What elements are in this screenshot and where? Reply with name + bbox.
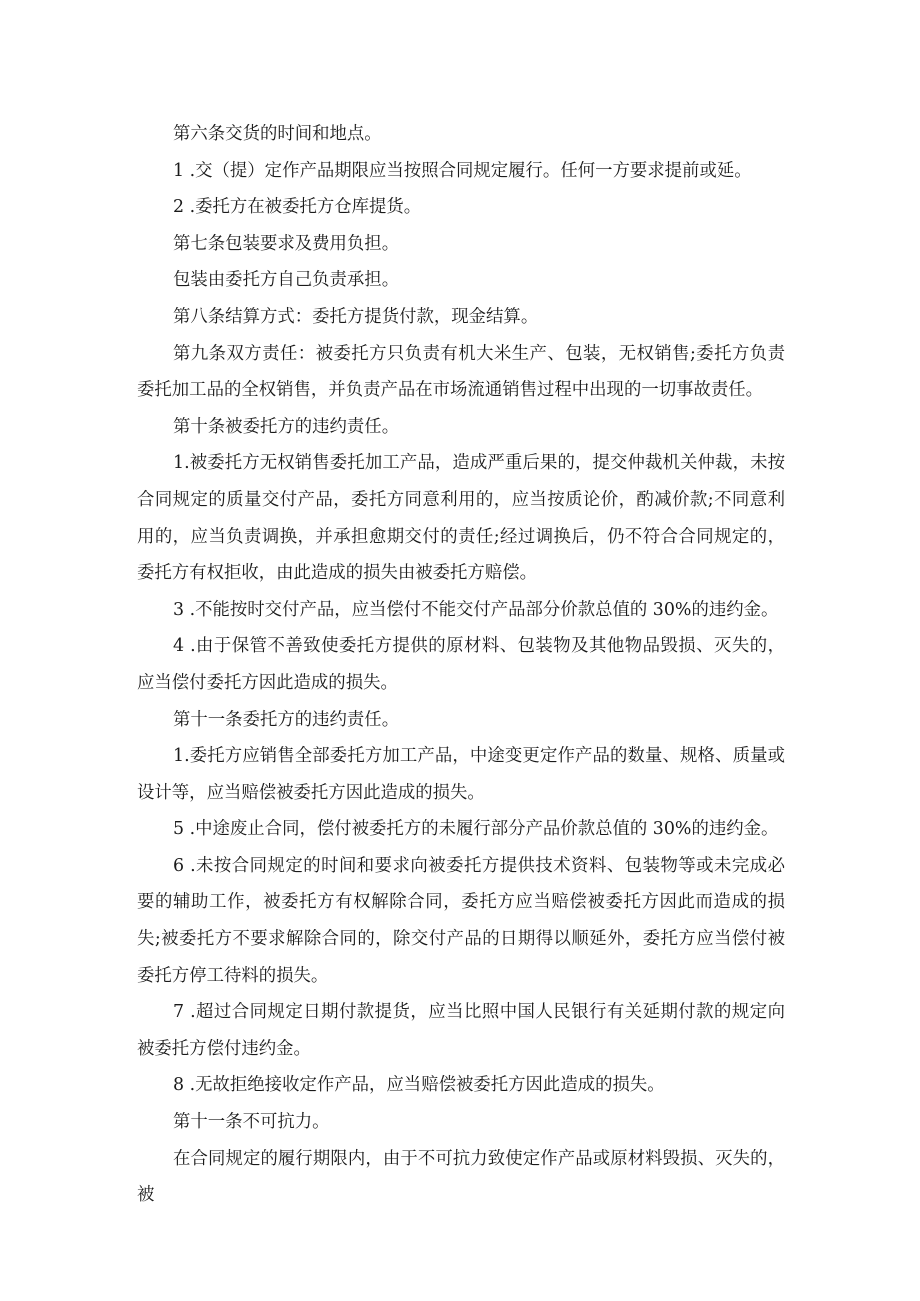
document-body — [137, 116, 785, 1214]
article-11-clause-6: 6 .未按合同规定的时间和要求向被委托方提供技术资料、包装物等或未完成必要的辅助工作，被委托方有权解除合同，委托方应当赔偿被委托方因此而造成的损失;被委托方不要求解除合同的，除交付产品的日期得以顺延外，委托方应当偿付被委托方停工待料的损失。 — [137, 855, 785, 986]
force-majeure-body: 在合同规定的履行期限内，由于不可抗力致使定作产品或原材料毁损、灭失的，被 — [137, 1148, 785, 1206]
article-11-clause-1: 1.委托方应销售全部委托方加工产品，中途变更定作产品的数量、规格、质量或设计等，应当赔偿被委托方因此造成的损失。 — [137, 746, 785, 803]
article-11-clause-5: 5 .中途废止合同，偿付被委托方的未履行部分产品价款总值的 30%的违约金。 — [173, 819, 779, 840]
article-10-clause-4: 4 .由于保管不善致使委托方提供的原材料、包装物及其他物品毁损、灭失的，应当偿付委托方因此造成的损失。 — [137, 636, 785, 693]
article-6-clause-2: 2 .委托方在被委托方仓库提货。 — [173, 197, 422, 218]
force-majeure-heading: 第十一条不可抗力。 — [173, 1112, 330, 1133]
article-8-paragraph: 第八条结算方式：委托方提货付款，现金结算。 — [173, 306, 539, 327]
article-11-heading: 第十一条委托方的违约责任。 — [173, 709, 400, 730]
article-10-clause-3: 3 .不能按时交付产品，应当偿付不能交付产品部分价款总值的 30%的违约金。 — [173, 599, 779, 620]
article-7-body: 包装由委托方自己负责承担。 — [173, 270, 400, 291]
article-10-clause-1: 1.被委托方无权销售委托加工产品，造成严重后果的，提交仲裁机关仲裁，未按合同规定的质量交付产品，委托方同意利用的，应当按质论价，酌减价款;不同意利用的，应当负责调换，并承担愈期交付的责任;经过调换后，仍不符合合同规定的，委托方有权拒收，由此造成的损失由被委托方赔偿。 — [137, 453, 785, 584]
article-11-clause-7: 7 .超过合同规定日期付款提货，应当比照中国人民银行有关延期付款的规定向被委托方偿付违约金。 — [137, 1002, 785, 1059]
article-10-heading: 第十条被委托方的违约责任。 — [173, 416, 400, 437]
article-9-paragraph: 第九条双方责任：被委托方只负责有机大米生产、包装，无权销售;委托方负责委托加工品的全权销售，并负责产品在市场流通销售过程中出现的一切事故责任。 — [137, 343, 785, 401]
article-6-clause-1: 1 .交（提）定作产品期限应当按照合同规定履行。任何一方要求提前或延。 — [173, 160, 752, 181]
article-7-heading: 第七条包装要求及费用负担。 — [173, 233, 400, 254]
article-6-heading: 第六条交货的时间和地点。 — [173, 124, 382, 144]
article-11-clause-8: 8 .无故拒绝接收定作产品，应当赔偿被委托方因此造成的损失。 — [173, 1075, 665, 1096]
